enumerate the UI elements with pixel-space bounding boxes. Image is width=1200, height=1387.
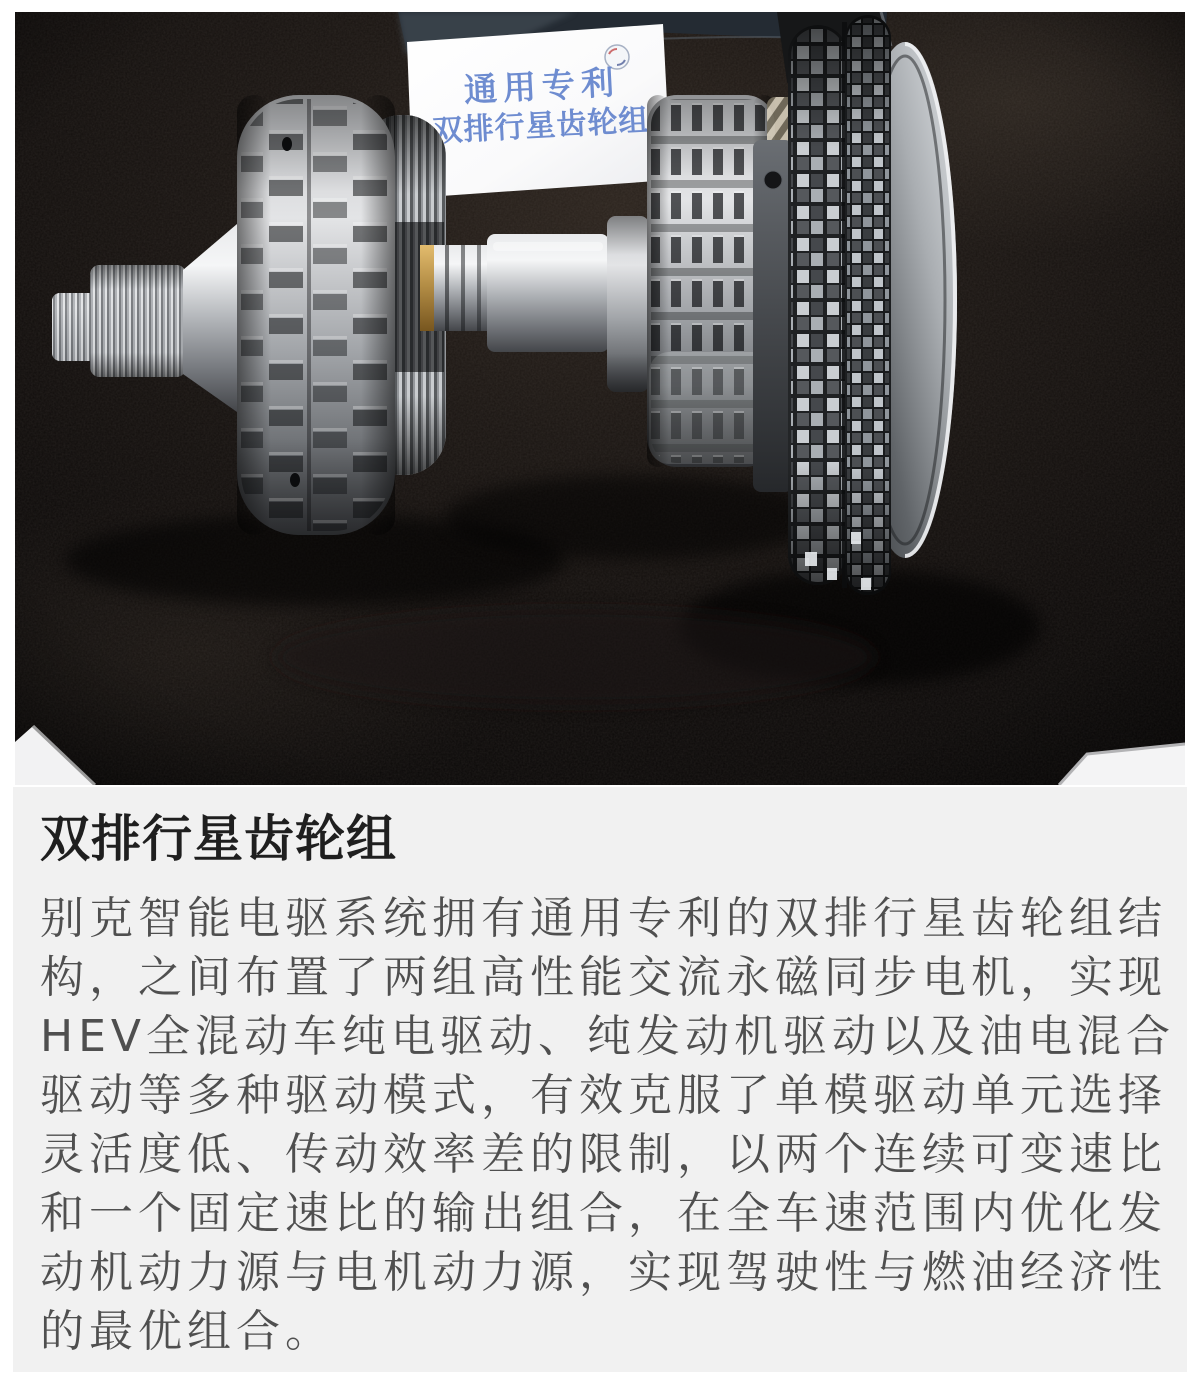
product-photo-graphic (15, 12, 1185, 785)
article-body: 别克智能电驱系统拥有通用专利的双排行星齿轮组结构，之间布置了两组高性能交流永磁同步电机，实现HEV全混动车纯电驱动、纯发动机驱动以及油电混合驱动等多种驱动模式，有效克服了单模驱动单元选择灵活度低、传动效率差的限制，以两个连续可变速比和一个固定速比的输出组合，在全车速范围内优化发动机动力源与电机动力源，实现驾驶性与燃油经济性的最优组合。 (40, 893, 1175, 1357)
product-photo (15, 12, 1185, 785)
vignette (15, 12, 1185, 785)
article-panel (13, 787, 1187, 1372)
article-title: 双排行星齿轮组 (40, 810, 397, 868)
